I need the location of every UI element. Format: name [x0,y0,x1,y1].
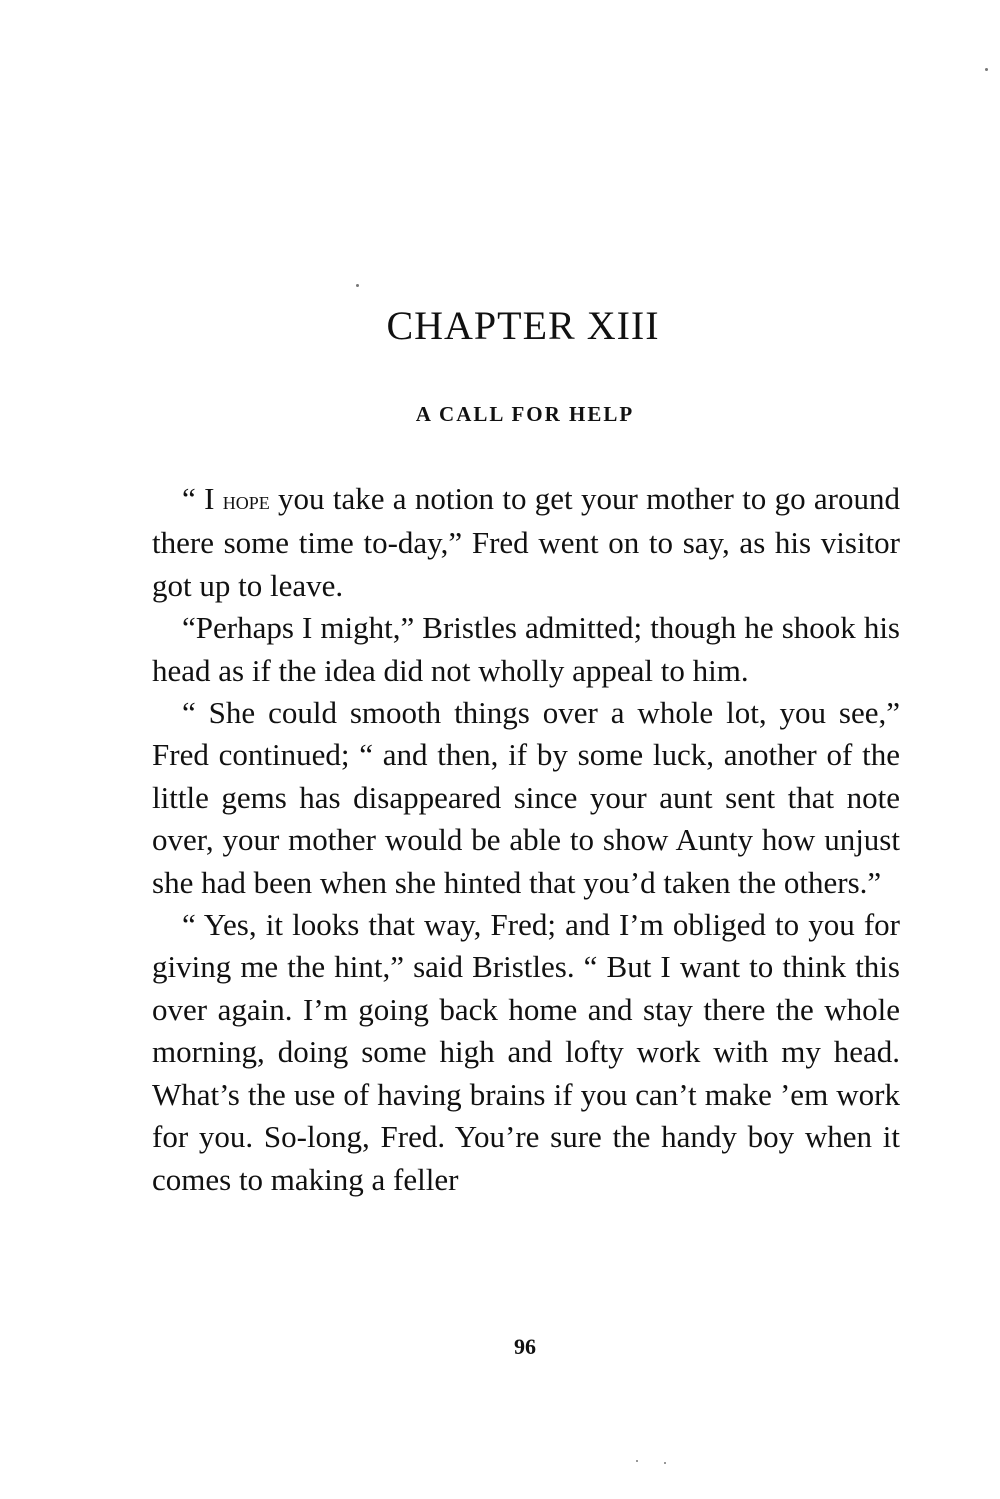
paragraph-2: “Perhaps I might,” Bristles admitted; though he shook his head as if the idea did not wholly appeal to him. [152,610,900,688]
page-number: 96 [514,1334,536,1359]
scan-speck [636,1460,638,1462]
paragraph-1-open: “ I [182,481,223,516]
chapter-heading: CHAPTER XIII [386,303,660,348]
paragraph-4: “ Yes, it looks that way, Fred; and I’m obliged to you for giving me the hint,” said Bristles. “ But I want to think this over again. I’m going back home and stay there the whole morning, doing some high and lofty work with my head. What’s the use of having brains if you can’t make ’em work for you. So-long, Fred. You’re sure the handy boy when it comes to making a feller [152,907,900,1197]
paragraph-1-rest: you take a notion to get your mother to go around there some time to-day,” Fred went on to say, as his visitor got up to leave. [152,481,900,603]
scan-speck [356,284,359,287]
chapter-subtitle: A CALL FOR HELP [415,402,635,426]
chapter-body-text [152,478,900,1201]
scan-speck [985,68,988,71]
scan-speck [664,1462,666,1464]
paragraph-1-smallcaps-word: hope [222,486,270,515]
paragraph-1 [152,478,900,607]
paragraph-3: “ She could smooth things over a whole lot, you see,” Fred continued; “ and then, if by some luck, another of the little gems has disappeared since your aunt sent that note over, your mother would be able to show Aunty how unjust she had been when she hinted that you’d taken the others.” [152,695,900,900]
